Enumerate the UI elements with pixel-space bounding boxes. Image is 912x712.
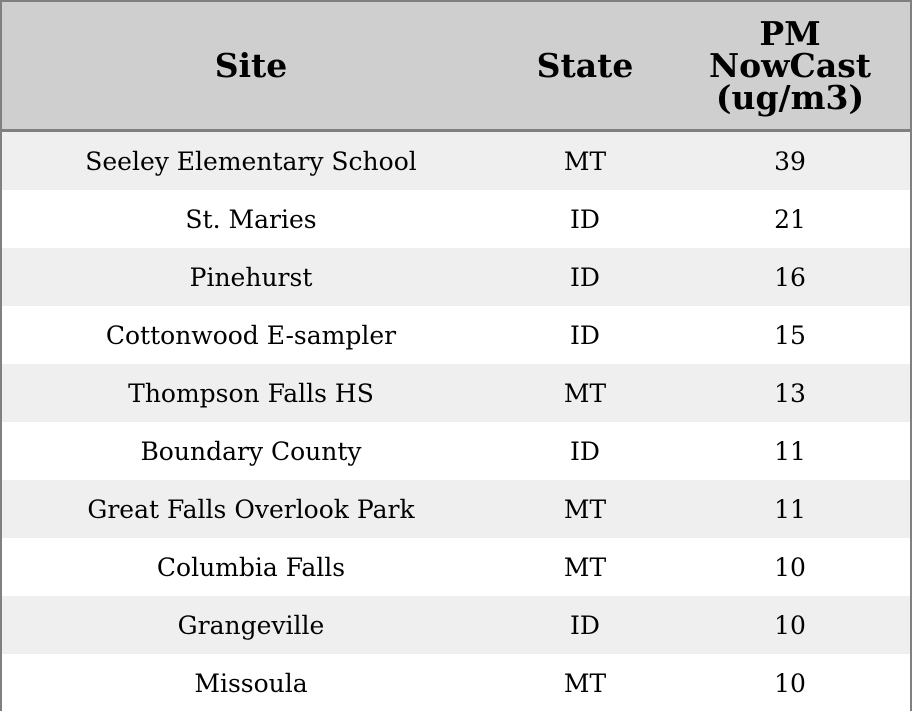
table-row: [2, 596, 910, 654]
header-pm-line-1: PM: [759, 13, 821, 53]
cell-state: MT: [563, 668, 607, 698]
cell-site: Columbia Falls: [156, 552, 346, 582]
cell-pm-nowcast: 39: [774, 146, 806, 176]
cell-site: Missoula: [194, 668, 308, 698]
table-row: [2, 132, 910, 190]
cell-site: Great Falls Overlook Park: [87, 494, 415, 524]
cell-site: Seeley Elementary School: [85, 146, 417, 176]
cell-state: ID: [570, 436, 600, 466]
header-pm-line-2: NowCast: [708, 45, 872, 85]
table-row: [2, 480, 910, 538]
cell-pm-nowcast: 15: [774, 320, 806, 350]
header-site: [2, 2, 500, 129]
header-pm-line-3: (ug/m3): [715, 77, 865, 117]
cell-site: Thompson Falls HS: [128, 378, 374, 408]
cell-pm-nowcast: 10: [774, 668, 806, 698]
cell-pm-nowcast: 11: [774, 436, 806, 466]
table-header-row: [2, 2, 910, 132]
cell-state: ID: [570, 262, 600, 292]
cell-state: MT: [563, 146, 607, 176]
header-pm-nowcast: [670, 2, 910, 129]
cell-state: MT: [563, 552, 607, 582]
header-site-line: Site: [214, 45, 288, 85]
cell-pm-nowcast: 10: [774, 552, 806, 582]
table-row: [2, 190, 910, 248]
cell-state: ID: [570, 204, 600, 234]
table-row: [2, 422, 910, 480]
cell-site: St. Maries: [185, 204, 317, 234]
header-state-line: State: [536, 45, 634, 85]
cell-site: Pinehurst: [189, 262, 313, 292]
cell-state: MT: [563, 378, 607, 408]
table-row: [2, 654, 910, 712]
table-row: [2, 538, 910, 596]
cell-site: Boundary County: [140, 436, 362, 466]
cell-pm-nowcast: 21: [774, 204, 806, 234]
cell-site: Cottonwood E-sampler: [105, 320, 397, 350]
cell-pm-nowcast: 13: [774, 378, 806, 408]
cell-state: ID: [570, 610, 600, 640]
cell-site: Grangeville: [177, 610, 325, 640]
header-state: [500, 2, 670, 129]
table-row: [2, 248, 910, 306]
cell-pm-nowcast: 16: [774, 262, 806, 292]
cell-state: ID: [570, 320, 600, 350]
table-row: [2, 364, 910, 422]
table-row: [2, 306, 910, 364]
cell-pm-nowcast: 11: [774, 494, 806, 524]
cell-state: MT: [563, 494, 607, 524]
cell-pm-nowcast: 10: [774, 610, 806, 640]
